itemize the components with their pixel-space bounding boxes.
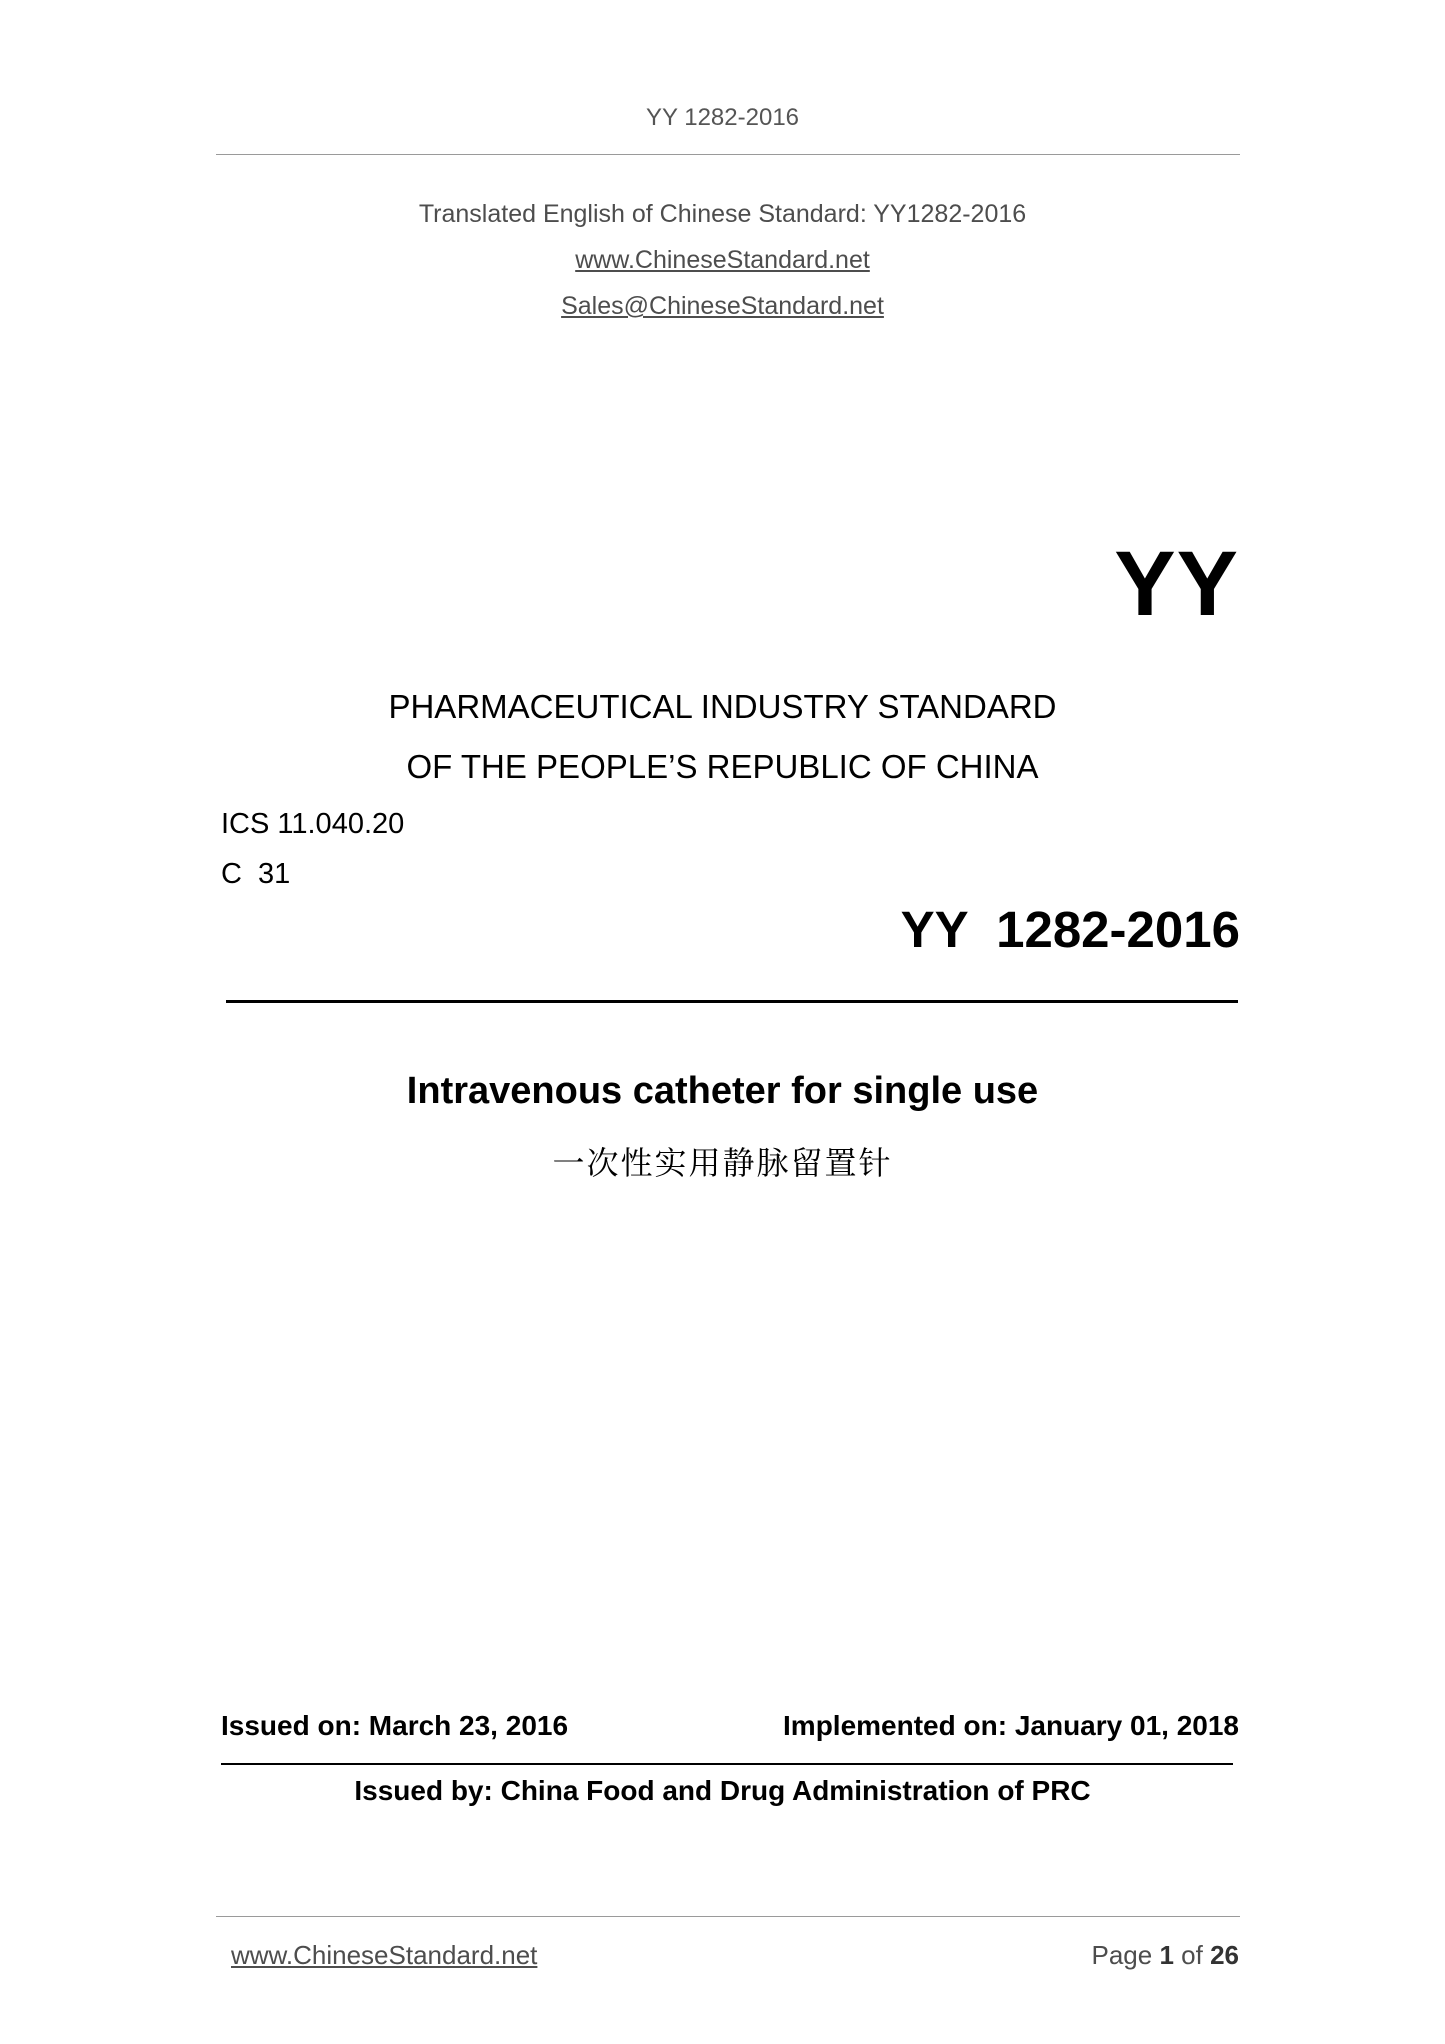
title-chinese: 一次性实用静脉留置针: [552, 1145, 893, 1181]
page-word: Page: [1091, 1940, 1153, 1970]
standard-divider: [226, 1000, 1238, 1003]
email-line: [0, 292, 1445, 321]
footer-website-link[interactable]: www.ChineseStandard.net: [231, 1940, 538, 1970]
category-mark: YY: [1114, 533, 1239, 635]
header-divider: [216, 154, 1240, 155]
issuer-divider: [221, 1763, 1233, 1765]
email-link[interactable]: Sales@ChineseStandard.net: [561, 292, 884, 320]
website-link[interactable]: www.ChineseStandard.net: [575, 246, 870, 274]
translated-notice: Translated English of Chinese Standard: YY1282-2016: [418, 200, 1027, 228]
industry-line-2: OF THE PEOPLE’S REPUBLIC OF CHINA: [406, 748, 1039, 785]
ccs-code: C 31: [221, 858, 291, 890]
page-number: [1091, 1940, 1239, 1971]
website-line: [0, 246, 1445, 275]
issued-date: Issued on: March 23, 2016: [221, 1710, 569, 1741]
ics-code: ICS 11.040.20: [221, 808, 405, 840]
issuing-authority: Issued by: China Food and Drug Administration of PRC: [354, 1775, 1091, 1806]
running-header: YY 1282-2016: [645, 104, 800, 131]
industry-line-1: PHARMACEUTICAL INDUSTRY STANDARD: [388, 688, 1057, 725]
page-of: of: [1181, 1940, 1203, 1970]
title-english: Intravenous catheter for single use: [406, 1070, 1039, 1112]
page-total: 26: [1210, 1940, 1239, 1970]
page-current: 1: [1159, 1940, 1174, 1970]
footer-divider: [216, 1916, 1240, 1917]
implemented-date: Implemented on: January 01, 2018: [783, 1710, 1239, 1741]
standard-number: YY 1282-2016: [900, 901, 1240, 958]
